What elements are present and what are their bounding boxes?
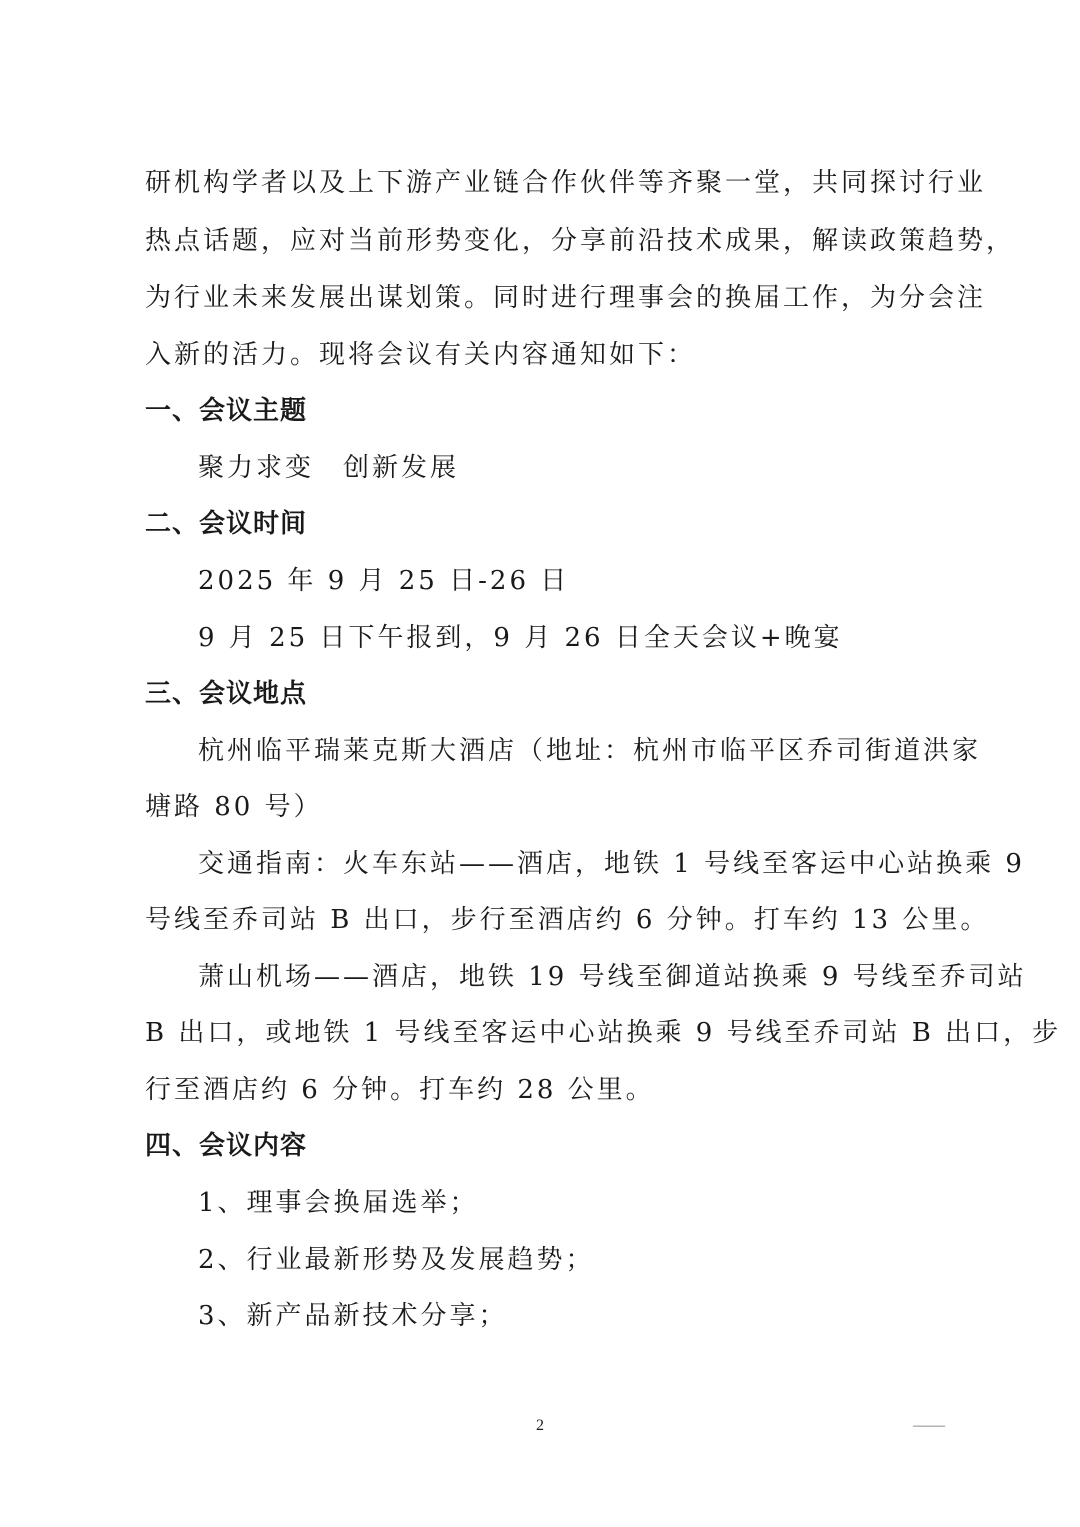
transport-airport-line-1: 萧山机场——酒店，地铁 19 号线至御道站换乘 9 号线至乔司站 — [198, 962, 1027, 992]
section-heading-content: 四、会议内容 — [145, 1131, 308, 1161]
intro-line-4: 入新的活力。现将会议有关内容通知如下： — [145, 340, 697, 370]
intro-line-3: 为行业未来发展出谋划策。同时进行理事会的换届工作，为分会注 — [145, 283, 987, 313]
section-heading-venue: 三、会议地点 — [145, 679, 308, 709]
intro-line-2: 热点话题，应对当前形势变化，分享前沿技术成果，解读政策趋势， — [145, 226, 1016, 256]
meeting-dates: 2025 年 9 月 25 日-26 日 — [198, 566, 570, 596]
transport-train-line-1: 交通指南：火车东站——酒店，地铁 1 号线至客运中心站换乘 9 — [198, 849, 1025, 879]
content-item-2: 2、行业最新形势及发展趋势； — [198, 1245, 595, 1275]
venue-line-1: 杭州临平瑞莱克斯大酒店（地址：杭州市临平区乔司街道洪家 — [198, 736, 982, 766]
content-item-1: 1、理事会换届选举； — [198, 1188, 479, 1218]
transport-airport-line-3: 行至酒店约 6 分钟。打车约 28 公里。 — [145, 1075, 655, 1105]
section-heading-time: 二、会议时间 — [145, 509, 308, 539]
footer-dash: —— — [913, 1417, 945, 1434]
transport-airport-line-2: B 出口，或地铁 1 号线至客运中心站换乘 9 号线至乔司站 B 出口，步 — [145, 1018, 1062, 1048]
theme-text: 聚力求变 创新发展 — [198, 453, 460, 483]
meeting-schedule: 9 月 25 日下午报到，9 月 26 日全天会议+晚宴 — [198, 623, 843, 653]
content-item-3: 3、新产品新技术分享； — [198, 1301, 508, 1331]
venue-line-2: 塘路 80 号） — [145, 792, 323, 822]
transport-train-line-2: 号线至乔司站 B 出口，步行至酒店约 6 分钟。打车约 13 公里。 — [145, 905, 990, 935]
section-heading-theme: 一、会议主题 — [145, 396, 308, 426]
intro-line-1: 研机构学者以及上下游产业链合作伙伴等齐聚一堂，共同探讨行业 — [145, 168, 987, 198]
page-number: 2 — [536, 1417, 544, 1434]
